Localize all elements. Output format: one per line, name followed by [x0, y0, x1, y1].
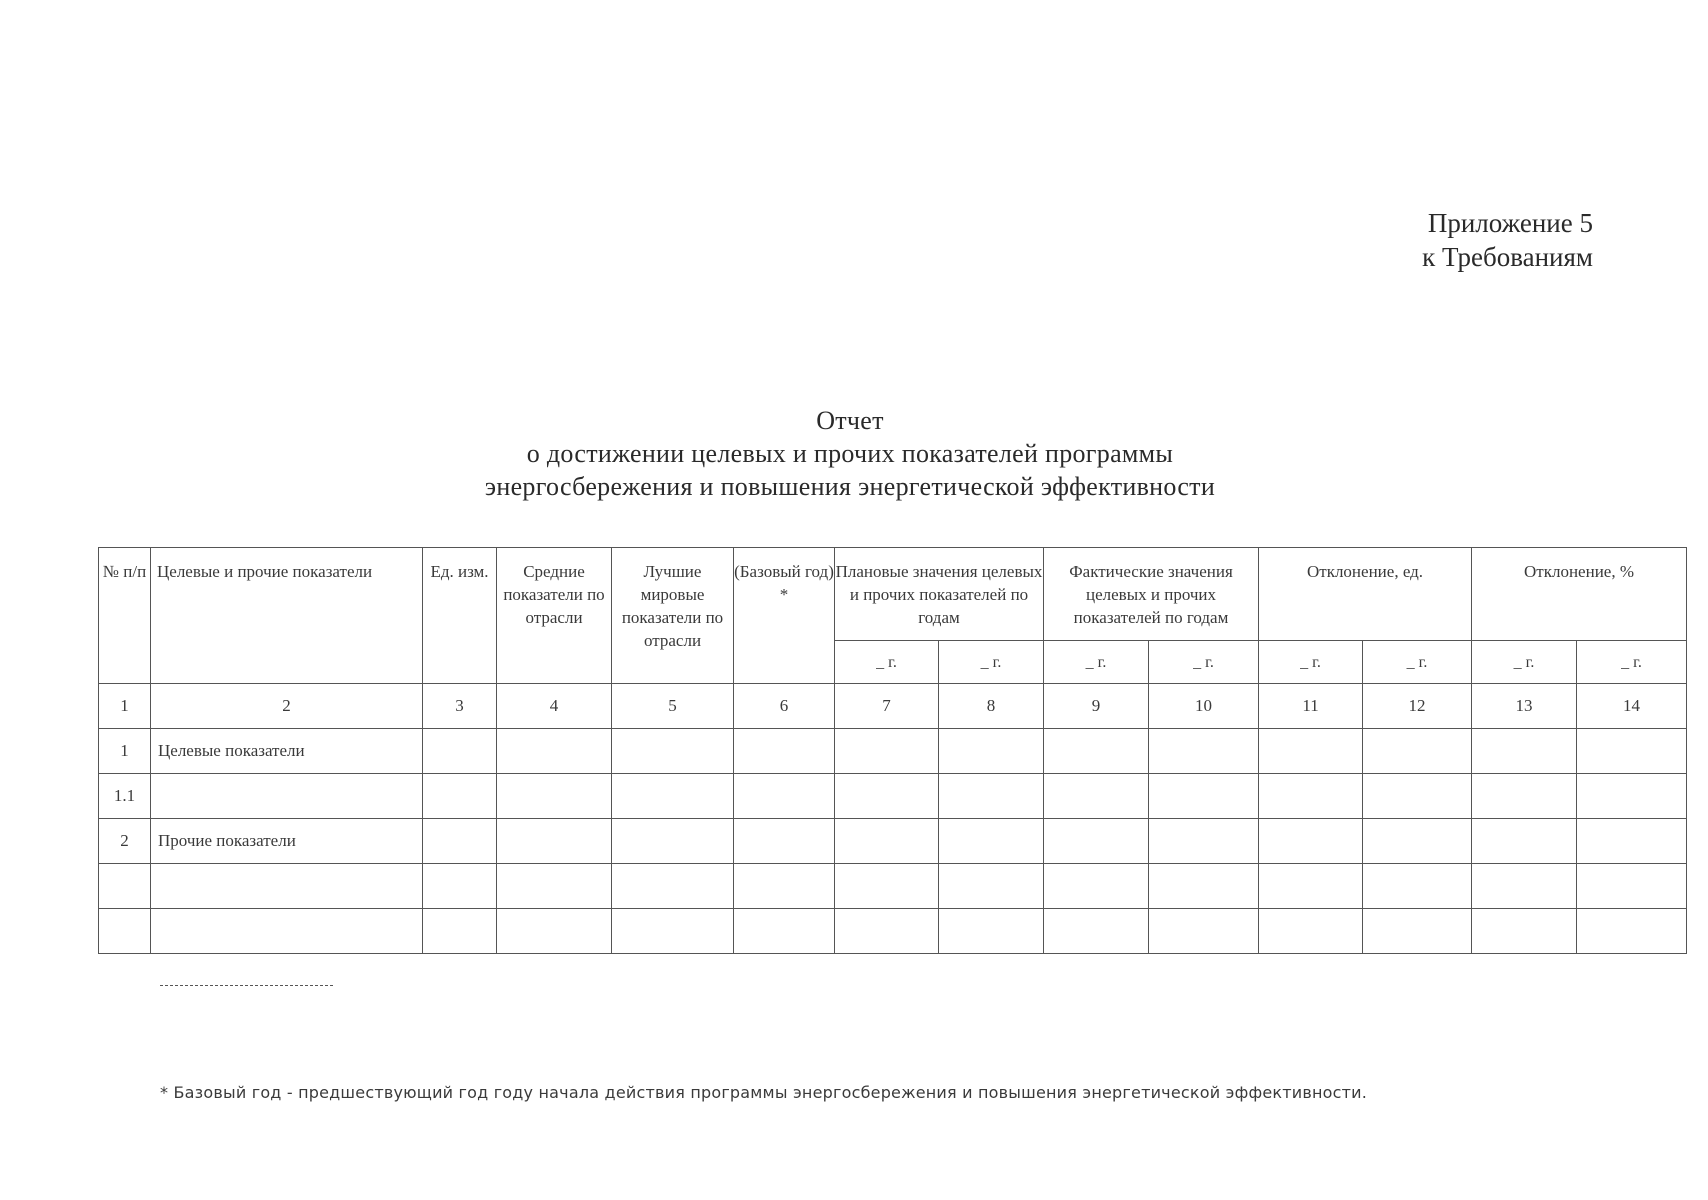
column-number: 12: [1363, 684, 1472, 729]
table-cell: [423, 819, 497, 864]
year-label: _ г.: [1577, 641, 1687, 684]
table-row: [99, 819, 1687, 864]
year-label: _ г.: [1472, 641, 1577, 684]
table-header-row: [99, 548, 1687, 641]
column-number: 1: [99, 684, 151, 729]
table-row: [99, 729, 1687, 774]
table-cell: [1577, 774, 1687, 819]
table-cell: [734, 864, 835, 909]
year-label: _ г.: [1044, 641, 1149, 684]
table-cell: [1472, 729, 1577, 774]
appendix-reference: к Требованиям: [1422, 242, 1593, 272]
column-number: 5: [612, 684, 734, 729]
table-cell: [1259, 864, 1363, 909]
table-cell: [612, 729, 734, 774]
table-cell: [1149, 864, 1259, 909]
table-cell: [1363, 864, 1472, 909]
row-indicator-name: Целевые показатели: [151, 729, 423, 774]
table-cell: [1363, 819, 1472, 864]
table-cell: [1149, 774, 1259, 819]
table-cell: [939, 864, 1044, 909]
table-cell: [1044, 909, 1149, 954]
report-table: [98, 547, 1687, 954]
table-cell: [423, 774, 497, 819]
year-label: _ г.: [939, 641, 1044, 684]
table-cell: [1044, 774, 1149, 819]
table-cell: [423, 909, 497, 954]
column-number: 7: [835, 684, 939, 729]
table-cell: [1577, 819, 1687, 864]
header-num: № п/п: [99, 548, 151, 684]
column-number: 14: [1577, 684, 1687, 729]
table-row: [99, 774, 1687, 819]
table-cell: [1472, 864, 1577, 909]
table-cell: [1363, 909, 1472, 954]
table-cell: [1149, 909, 1259, 954]
footnote: * Базовый год - предшествующий год году начала действия программы энергосбережения и повышения энергетической эффективности.: [160, 1083, 1368, 1102]
header-industry-average: Средние показатели по отрасли: [497, 548, 612, 684]
footnote-divider: [160, 985, 333, 986]
table-cell: [1259, 909, 1363, 954]
table-cell: [835, 729, 939, 774]
table-cell: [1259, 774, 1363, 819]
column-number: 3: [423, 684, 497, 729]
header-deviation-percent: Отклонение, %: [1472, 548, 1687, 641]
row-number: 1: [99, 729, 151, 774]
table-cell: [835, 774, 939, 819]
column-number: 13: [1472, 684, 1577, 729]
table-cell: [1044, 864, 1149, 909]
table-cell: [939, 774, 1044, 819]
table-cell: [835, 864, 939, 909]
column-number: 2: [151, 684, 423, 729]
report-title-line-2: о достижении целевых и прочих показателей программы: [526, 439, 1174, 468]
report-title: [400, 404, 1300, 503]
appendix-header: [1422, 206, 1593, 274]
table-cell: [423, 864, 497, 909]
row-number: [99, 864, 151, 909]
column-number: 4: [497, 684, 612, 729]
table-cell: [835, 819, 939, 864]
report-title-line-1: Отчет: [816, 406, 884, 435]
table-cell: [1149, 819, 1259, 864]
table-cell: [1363, 774, 1472, 819]
table-cell: [1472, 909, 1577, 954]
table-cell: [734, 729, 835, 774]
table-cell: [497, 909, 612, 954]
table-cell: [1259, 819, 1363, 864]
row-number: 1.1: [99, 774, 151, 819]
table-cell: [734, 819, 835, 864]
header-actual-values: Фактические значения целевых и прочих показателей по годам: [1044, 548, 1259, 641]
table-cell: [612, 774, 734, 819]
year-label: _ г.: [1259, 641, 1363, 684]
row-indicator-name: [151, 774, 423, 819]
year-label: _ г.: [835, 641, 939, 684]
column-number: 10: [1149, 684, 1259, 729]
table-cell: [497, 774, 612, 819]
table-cell: [1259, 729, 1363, 774]
report-title-line-3: энергосбережения и повышения энергетической эффективности: [484, 472, 1216, 501]
row-indicator-name: Прочие показатели: [151, 819, 423, 864]
table-cell: [734, 774, 835, 819]
table-cell: [423, 729, 497, 774]
row-indicator-name: [151, 909, 423, 954]
table-cell: [1044, 729, 1149, 774]
table-cell: [1363, 729, 1472, 774]
table-cell: [1044, 819, 1149, 864]
column-number: 8: [939, 684, 1044, 729]
table-cell: [612, 864, 734, 909]
header-indicators: Целевые и прочие показатели: [151, 548, 423, 684]
row-number: 2: [99, 819, 151, 864]
table-cell: [497, 819, 612, 864]
table-cell: [1472, 819, 1577, 864]
column-number: 6: [734, 684, 835, 729]
table-row: [99, 864, 1687, 909]
table-cell: [734, 909, 835, 954]
column-number: 9: [1044, 684, 1149, 729]
table-cell: [939, 819, 1044, 864]
header-unit: Ед. изм.: [423, 548, 497, 684]
column-number: 11: [1259, 684, 1363, 729]
year-label: _ г.: [1363, 641, 1472, 684]
year-label: _ г.: [1149, 641, 1259, 684]
table-cell: [1149, 729, 1259, 774]
table-cell: [497, 729, 612, 774]
table-cell: [1472, 774, 1577, 819]
table-cell: [939, 909, 1044, 954]
column-number-row: [99, 684, 1687, 729]
header-planned-values: Плановые значения целевых и прочих показателей по годам: [835, 548, 1044, 641]
header-deviation-units: Отклонение, ед.: [1259, 548, 1472, 641]
table-cell: [835, 909, 939, 954]
table-cell: [497, 864, 612, 909]
table-row: [99, 909, 1687, 954]
header-world-best: Лучшие мировые показатели по отрасли: [612, 548, 734, 684]
table-cell: [612, 909, 734, 954]
row-indicator-name: [151, 864, 423, 909]
table-cell: [939, 729, 1044, 774]
appendix-number: Приложение 5: [1427, 208, 1593, 238]
table-cell: [612, 819, 734, 864]
table-cell: [1577, 729, 1687, 774]
header-base-year: (Базовый год) *: [734, 548, 835, 684]
table-cell: [1577, 909, 1687, 954]
row-number: [99, 909, 151, 954]
table-cell: [1577, 864, 1687, 909]
